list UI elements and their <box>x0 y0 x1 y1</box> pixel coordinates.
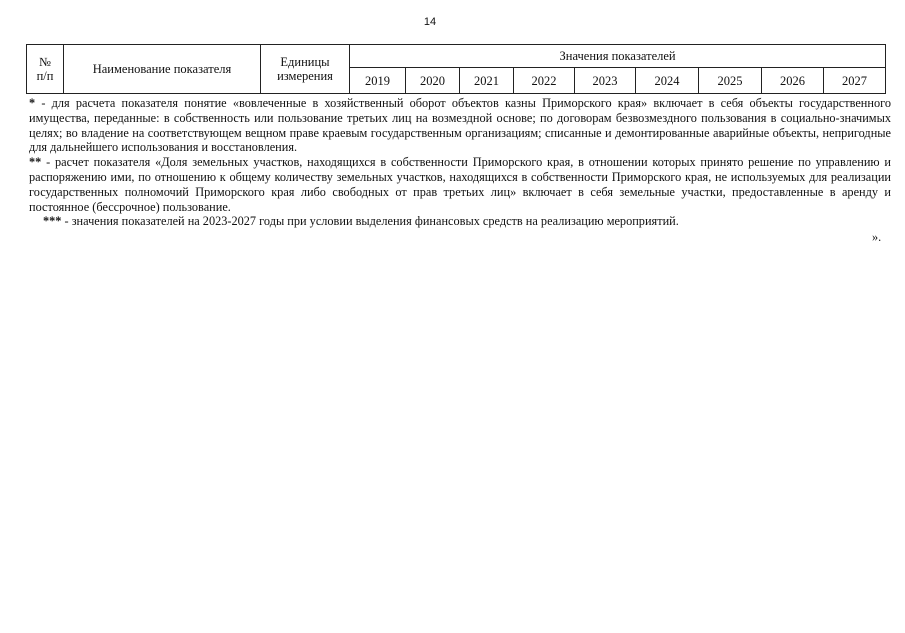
year-header: 2026 <box>762 68 824 94</box>
footnote-1: * - для расчета показателя понятие «вовлеченные в хозяйственный оборот объектов казны Приморского края» включает в себя объекты государственного имущества, переданные: в собственность или пользование третьих лиц на возмездной основе; по договорам безвозмездного пользования в социально-значимых целях; во владение на соответствующем вещном праве краевым государственным организациям; списанные и демонтированные аварийные объекты, непригодные для дальнейшего использования и восстановления. <box>29 96 891 155</box>
column-header-indicator-name: Наименование показателя <box>64 45 261 94</box>
page-number: 14 <box>423 16 437 28</box>
year-header: 2019 <box>350 68 406 94</box>
footnote-marker: ** <box>29 155 42 170</box>
footnote-3: *** - значения показателей на 2023-2027 годы при условии выделения финансовых средств на реализацию мероприятий. <box>43 214 679 229</box>
footnote-marker: * <box>29 96 36 110</box>
footnote-2: ** - расчет показателя «Доля земельных участков, находящихся в собственности Приморского края, в отношении которых принято решение по управлению и распоряжению ими, по отношению к общему количеству земельных участков, находящихся в собственности Приморского края, не используемых для реализации государственных полномочий Приморского края либо свободных от прав третьих лиц» включает в себя земельные участки, предоставленные в аренду и постоянное (бессрочное) пользование. <box>29 155 891 214</box>
year-header: 2023 <box>575 68 636 94</box>
column-header-number: № п/п <box>27 45 64 94</box>
column-header-values: Значения показателей <box>350 45 886 68</box>
footnote-marker: *** <box>43 214 62 229</box>
indicators-table <box>26 44 886 94</box>
closing-quote: ». <box>872 230 882 244</box>
year-header: 2020 <box>406 68 460 94</box>
column-header-units: Единицы измерения <box>261 45 350 94</box>
year-header: 2024 <box>636 68 699 94</box>
year-header: 2027 <box>824 68 886 94</box>
year-header: 2025 <box>699 68 762 94</box>
year-header: 2022 <box>514 68 575 94</box>
footnotes <box>29 96 891 229</box>
year-header: 2021 <box>460 68 514 94</box>
